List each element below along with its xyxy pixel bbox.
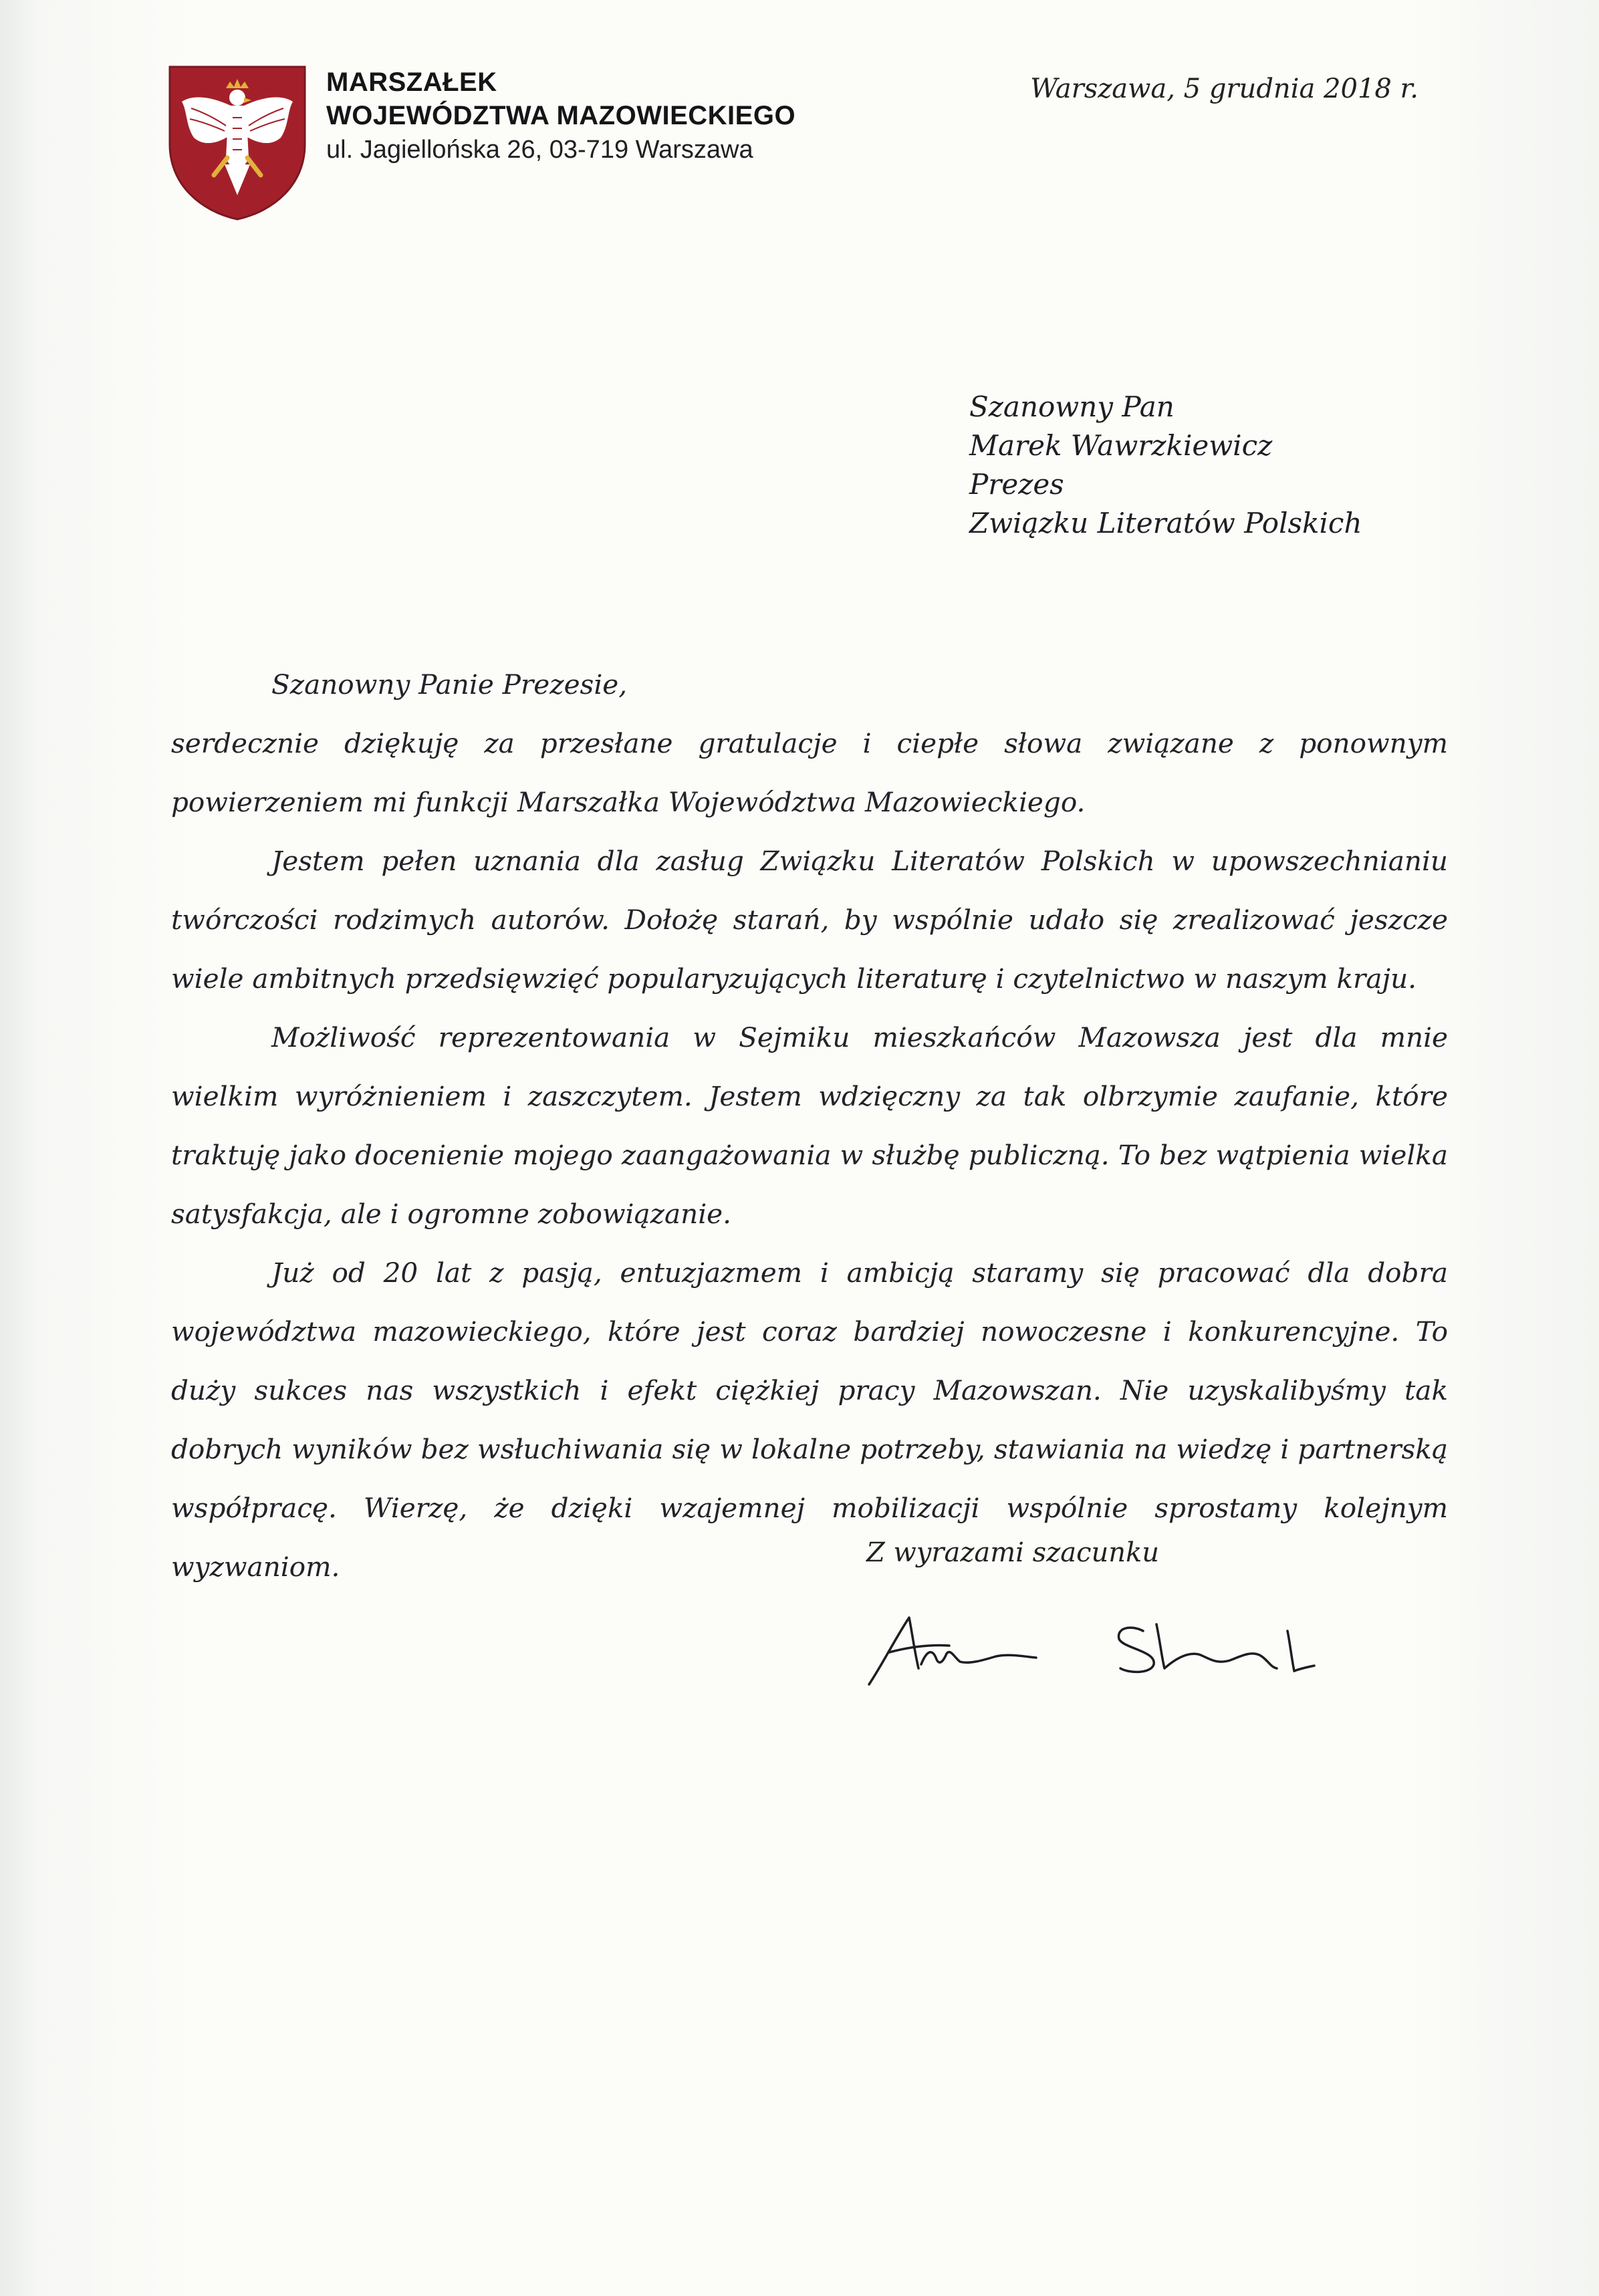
- letter-body: [171, 655, 1448, 1596]
- closing-phrase: Z wyrazami szacunku: [866, 1537, 1160, 1568]
- letterhead: [326, 66, 795, 167]
- body-paragraph: serdecznie dziękuję za przesłane gratulacje i ciepłe słowa związane z ponownym powierzeniem mi funkcji Marszałka Województwa Mazowieckiego.: [171, 727, 1448, 818]
- letterhead-address: ul. Jagiellońska 26, 03-719 Warszawa: [326, 136, 753, 164]
- recipient-line: Prezes: [969, 468, 1064, 501]
- handwritten-signature-icon: [862, 1604, 1317, 1691]
- letter-date: Warszawa, 5 grudnia 2018 r.: [1030, 74, 1419, 104]
- recipient-line: Marek Wawrzkiewicz: [969, 429, 1273, 462]
- letterhead-title-line2: WOJEWÓDZTWA MAZOWIECKIEGO: [326, 101, 796, 130]
- body-paragraph: Już od 20 lat z pasją, entuzjazmem i ambicją staramy się pracować dla dobra województwa mazowieckiego, które jest coraz bardziej nowoczesne i konkurencyjne. To duży sukces nas wszystkich i efekt ciężkiej pracy Mazowszan. Nie uzyskalibyśmy tak dobrych wyników bez wsłuchiwania się w lokalne potrzeby, stawiania na wiedzę i partnerską współpracę. Wierzę, że dzięki wzajemnej mobilizacji wspólnie sprostamy kolejnym wyzwaniom.: [171, 1257, 1448, 1583]
- recipient-line: Szanowny Pan: [969, 390, 1175, 423]
- recipient-line: Związku Literatów Polskich: [969, 507, 1362, 539]
- body-paragraph: Możliwość reprezentowania w Sejmiku mieszkańców Mazowsza jest dla mnie wielkim wyróżnieniem i zaszczytem. Jestem wdzięczny za tak olbrzymie zaufanie, które traktuję jako docenienie mojego zaangażowania w służbę publiczną. To bez wątpienia wielka satysfakcja, ale i ogromne zobowiązanie.: [171, 1021, 1448, 1230]
- recipient-block: [969, 388, 1362, 543]
- body-paragraph: Jestem pełen uznania dla zasług Związku Literatów Polskich w upowszechnianiu twórczości rodzimych autorów. Dołożę starań, by wspólnie udało się zrealizować jeszcze wiele ambitnych przedsięwzięć popularyzujących literaturę i czytelnictwo w naszym kraju.: [171, 845, 1448, 995]
- salutation: Szanowny Panie Prezesie,: [271, 668, 628, 700]
- mazovia-eagle-crest-icon: [167, 64, 308, 222]
- letterhead-title-line1: MARSZAŁEK: [326, 68, 497, 97]
